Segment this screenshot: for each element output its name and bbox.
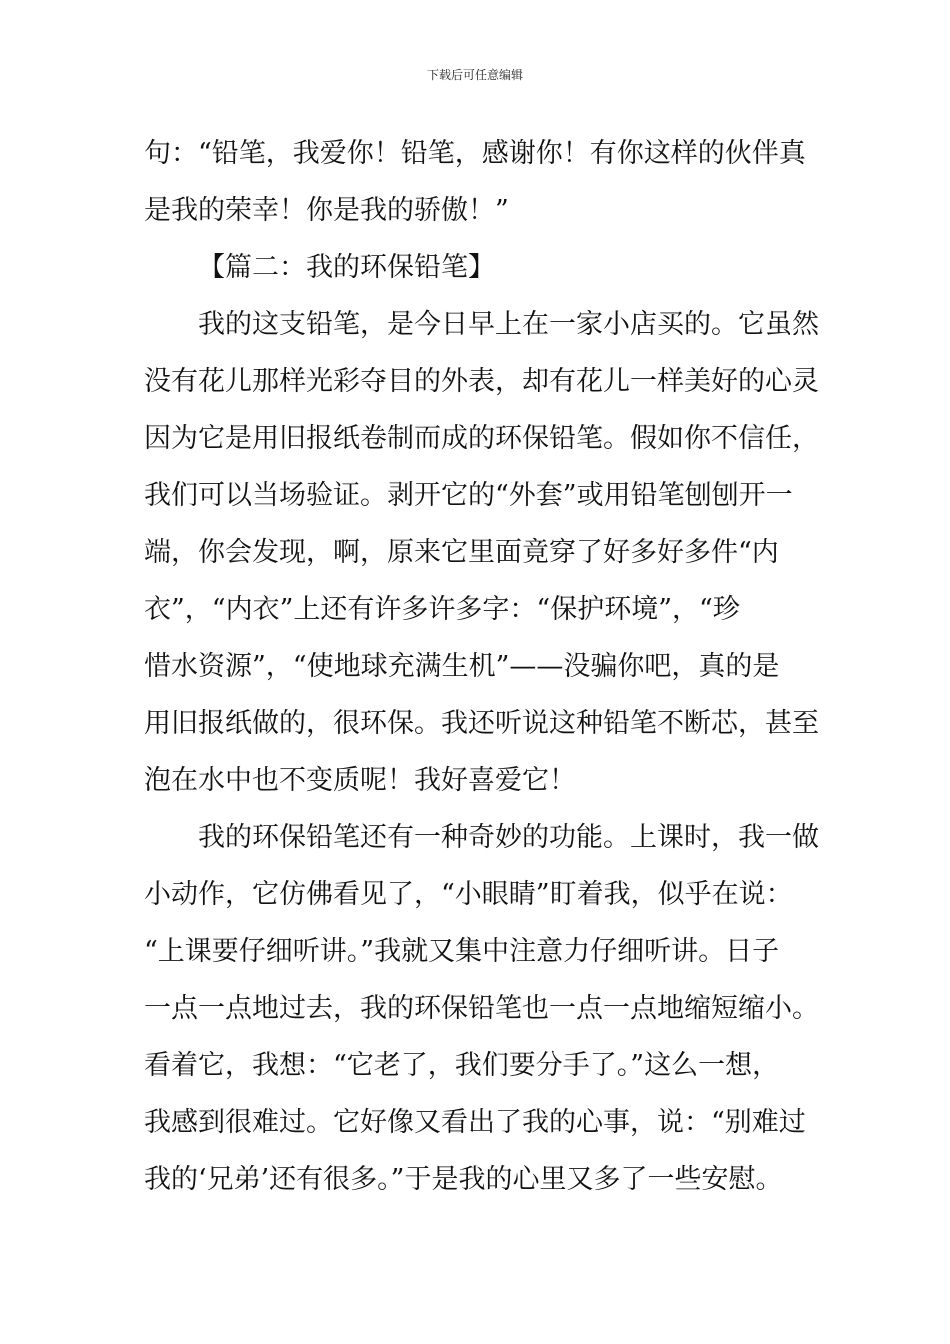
text-line: 句：“铅笔，我爱你！铅笔，感谢你！有你这样的伙伴真 — [144, 138, 806, 169]
text-line: 看着它，我想：“它老了，我们要分手了。”这么一想， — [144, 1050, 780, 1081]
text-line: 用旧报纸做的，很环保。我还听说这种铅笔不断芯，甚至 — [144, 708, 819, 739]
paragraph-start: 我的这支铅笔，是今日早上在一家小店买的。它虽然 — [198, 309, 819, 340]
paragraph-start: 我的环保铅笔还有一种奇妙的功能。上课时，我一做 — [198, 822, 819, 853]
text-line: 因为它是用旧报纸卷制而成的环保铅笔。假如你不信任， — [144, 423, 819, 454]
text-line: “上课要仔细听讲。”我就又集中注意力仔细听讲。日子 — [144, 936, 780, 967]
text-line: 衣”，“内衣”上还有许多许多字：“保护环境”，“珍 — [144, 594, 740, 625]
text-line: 我们可以当场验证。剥开它的“外套”或用铅笔刨刨开一 — [144, 480, 793, 511]
text-line: 我感到很难过。它好像又看出了我的心事，说：“别难过 — [144, 1107, 806, 1138]
document-body — [144, 125, 819, 1208]
text-line: 端，你会发现，啊，原来它里面竟穿了好多好多件“内 — [144, 537, 779, 568]
text-line: 泡在水中也不变质呢！我好喜爱它！ — [144, 765, 576, 796]
text-line: 是我的荣幸！你是我的骄傲！” — [144, 195, 509, 226]
text-line: 没有花儿那样光彩夺目的外表，却有花儿一样美好的心灵 — [144, 366, 819, 397]
section-heading: 【篇二：我的环保铅笔】 — [198, 252, 495, 283]
text-line: 我的‘兄弟’还有很多。”于是我的心里又多了一些安慰。 — [144, 1164, 783, 1195]
text-line: 惜水资源”，“使地球充满生机”——没骗你吧，真的是 — [144, 651, 780, 682]
text-line: 一点一点地过去，我的环保铅笔也一点一点地缩短缩小。 — [144, 993, 819, 1024]
page-header-note: 下载后可任意编辑 — [426, 68, 523, 82]
text-line: 小动作，它仿佛看见了，“小眼睛”盯着我，似乎在说： — [144, 879, 793, 910]
